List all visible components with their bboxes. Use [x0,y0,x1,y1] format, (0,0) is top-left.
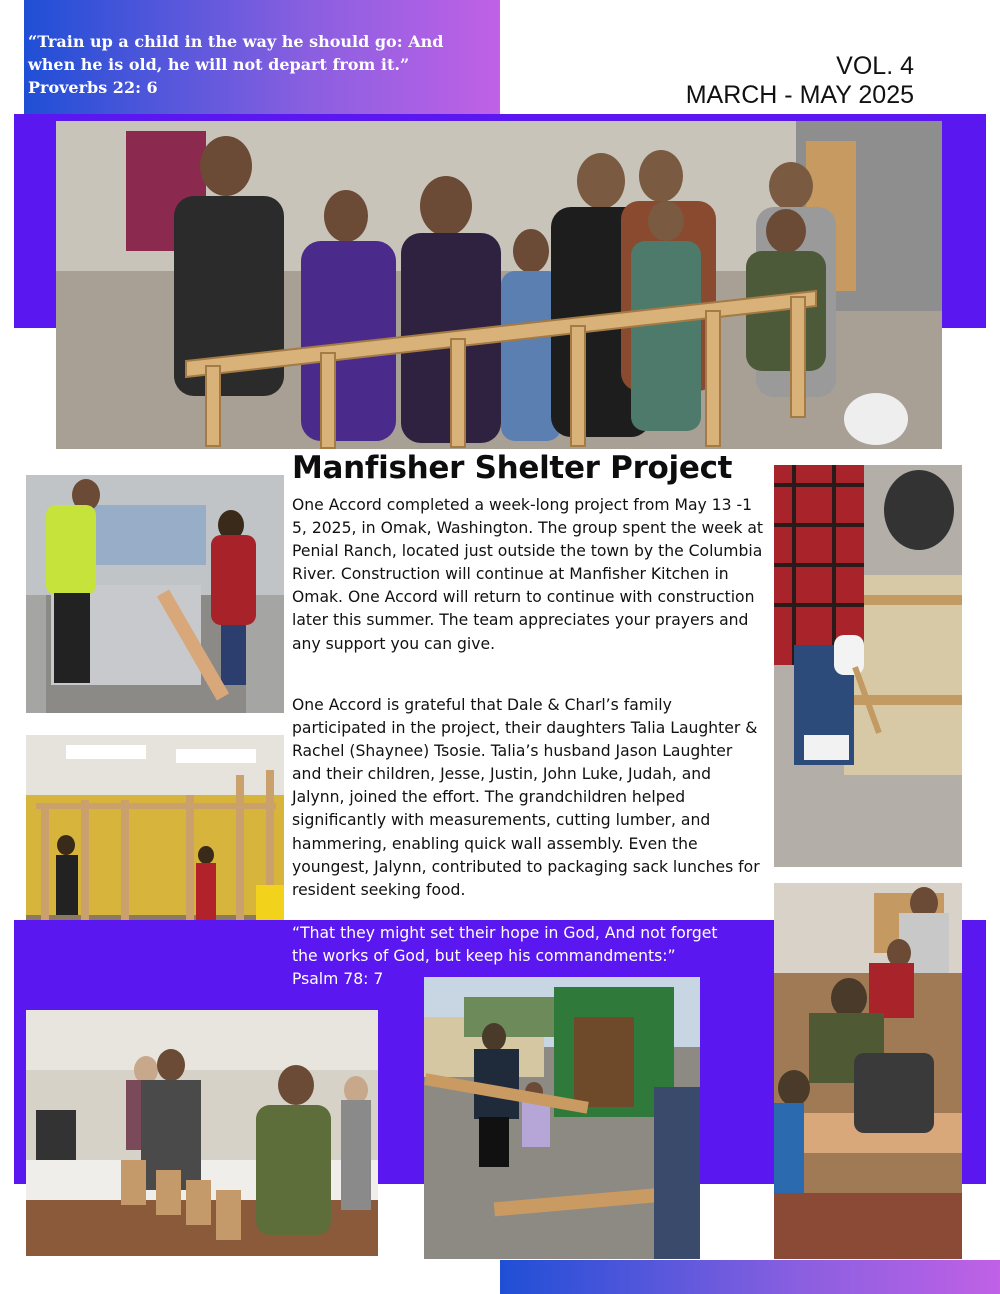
header-quote-reference: Proverbs 22: 6 [28,78,158,97]
photo-hammering [774,465,962,867]
photo-sack-lunches [26,1010,378,1256]
bottom-quote-reference: Psalm 78: 7 [292,970,384,988]
hero-group-photo [56,121,942,449]
article-paragraph-1: One Accord completed a week-long project from May 13 -1 5, 2025, in Omak, Washington. The group spent the week at Penial Ranch, located just outside the town by the Columbia River. Construction will continue at Manfisher Kitchen in Omak. One Accord will return to continue with construction later this summer. The team appreciates your prayers and any support you can give. [292,496,764,653]
article-paragraph-2: One Accord is grateful that Dale & Charl’s family participated in the project, their daughters Talia Laughter & Rachel (Shaynee) Tsosie. Talia’s husband Jason Laughter and their children, Jesse, Justin, John Luke, Judah, and Jalynn, joined the effort. The grandchildren helped significantly with measurements, cutting lumber, and hammering, enabling quick wall assembly. Even the youngest, Jalynn, contributed to packaging sack lunches for resident seeking food. [292,696,760,899]
photo-miter-saw [774,883,962,1259]
footer-gradient-bar [500,1260,1000,1294]
issue-info [686,52,914,110]
bottom-quote-line1: “That they might set their hope in God, And not forget [292,924,718,942]
volume-label: VOL. 4 [836,52,914,80]
bottom-quote [292,922,762,991]
bottom-quote-line2: the works of God, but keep his commandments:” [292,947,676,965]
article-title: Manfisher Shelter Project [292,450,733,486]
header-quote-box [24,0,500,114]
header-quote-line1: “Train up a child in the way he should go: And [28,32,444,51]
photo-child-lumber [424,977,700,1259]
date-range-label: MARCH - MAY 2025 [685,81,914,109]
header-quote-line2: when he is old, he will not depart from it.” [28,55,410,74]
photo-saw-table [26,475,284,713]
